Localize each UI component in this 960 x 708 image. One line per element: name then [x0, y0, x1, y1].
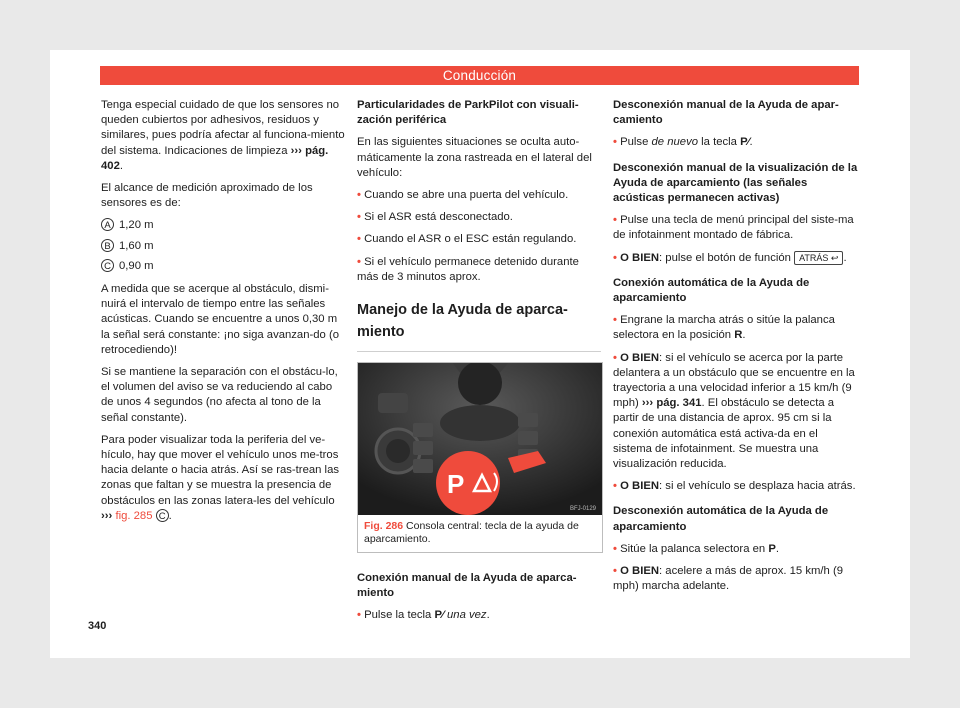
subheading: Conexión automática de la Ayuda de aparcamiento — [613, 276, 810, 305]
subheading: Conexión manual de la Ayuda de aparca-miento — [357, 572, 577, 600]
svg-text:BFJ-0129: BFJ-0129 — [570, 506, 597, 513]
figure-reference-link[interactable]: fig. 285 — [115, 509, 153, 522]
bullet-icon: • — [613, 480, 617, 493]
bullet-item: • O BIEN: si el vehículo se desplaza hacia atrás. — [613, 480, 856, 493]
callout-c-badge: C — [101, 259, 114, 272]
page-reference-link[interactable]: ››› pág. 341 — [641, 397, 702, 410]
page-reference-link[interactable]: ››› pág. 402 — [101, 144, 329, 172]
figure — [357, 362, 603, 553]
paragraph: Tenga especial cuidado de que los sensores no queden cubiertos por adhesivos, residuos y similares, pues podría afectar al funciona-miento del sistema. Indicaciones de limpieza ››› pág. 402. — [101, 99, 345, 172]
bullet-icon: • — [613, 351, 617, 364]
bullet-icon: • — [613, 314, 617, 327]
paragraph: Si se mantiene la separación con el obstácu-lo, el volumen del aviso se va reduciendo al cabo de unos 4 segundos (no afecta al tono de la señal constante). — [101, 366, 338, 424]
bullet-icon: • — [357, 233, 361, 246]
paragraph: En las siguientes situaciones se oculta auto-máticamente la zona rastreada en el lateral del vehículo: — [357, 136, 592, 179]
console-illustration — [358, 363, 602, 515]
callout-b-badge: B — [101, 239, 114, 252]
parking-key-icon — [436, 451, 500, 515]
subheading: Desconexión manual de la Ayuda de apar-camiento — [613, 99, 839, 127]
column-1 — [101, 98, 345, 531]
bullet-icon: • — [357, 609, 361, 622]
bullet-icon: • — [357, 211, 361, 224]
bullet-item: • O BIEN: acelere a más de aprox. 15 km/h (9 mph) marcha adelante. — [613, 565, 844, 593]
bullet-icon: • — [613, 565, 617, 578]
bullet-item: • Sitúe la palanca selectora en P. — [613, 542, 780, 555]
sensor-range-item: C 0,90 m — [101, 259, 345, 274]
bullet-icon: • — [613, 136, 617, 149]
bullet-item: • Pulse de nuevo la tecla P⁄. — [613, 136, 753, 149]
figure-caption: Fig. 286 Consola central: tecla de la ayuda de aparcamiento. — [364, 520, 579, 546]
bullet-icon: • — [357, 255, 361, 268]
bullet-item: • Si el ASR está desconectado. — [357, 211, 513, 224]
bullet-item: • Si el vehículo permanece detenido durante más de 3 minutos aprox. — [357, 255, 579, 283]
chapter-header: Conducción — [100, 66, 859, 85]
paragraph: Para poder visualizar toda la periferia del ve-hículo, hay que mover el vehículo unos me-tros hacia delante o hacia atrás. Así se ras-trean las zonas que faltan y se muestra la presencia de obstáculos en las zonas latera-les del vehículo ››› fig. 285 C . — [101, 433, 339, 522]
back-function-key[interactable]: ATRÁS ↩ — [794, 251, 843, 265]
sensor-range-item: B 1,60 m — [101, 239, 345, 254]
callout-c-badge: C — [156, 509, 169, 522]
parking-key-icon: P⁄ — [434, 609, 444, 622]
bullet-icon: • — [613, 251, 617, 264]
sensor-range-item: A 1,20 m — [101, 218, 345, 233]
bullet-icon: • — [357, 189, 361, 202]
column-3 — [613, 98, 859, 601]
subheading: Desconexión manual de la visualización de la Ayuda de aparcamiento (las señales acústicas permanecen activas) — [613, 161, 858, 205]
subheading: Particularidades de ParkPilot con visuali-zación periférica — [357, 99, 579, 127]
bullet-item: • Cuando se abre una puerta del vehículo. — [357, 189, 569, 202]
subheading: Desconexión automática de la Ayuda de aparcamiento — [613, 505, 829, 533]
center-console-photo — [358, 363, 602, 515]
paragraph: A medida que se acerque al obstáculo, dismi-nuirá el intervalo de tiempo entre las señales acústicas. Cuando se encuentre a unos 0,30 m la señal será constante: ¡no siga avanzan-do (o retrocediendo)! — [101, 283, 340, 356]
bullet-item: • Cuando el ASR o el ESC están regulando. — [357, 233, 577, 246]
svg-text:P: P — [447, 469, 465, 500]
bullet-item: • O BIEN: si el vehículo se acerca por la parte delantera a un obstáculo que se encuentre en la trayectoria a una velocidad inferior a 15 km/h (9 mph) ››› pág. 341. El obstáculo se detecta a partir de una distancia de aprox. 95 cm si la conexión automática está activa-da en el sistema de infotainment. Se muestra una visualización reducida. — [613, 351, 855, 471]
bullet-icon: • — [613, 542, 617, 555]
parking-key-icon: P⁄ — [740, 136, 750, 149]
bullet-item: • Pulse una tecla de menú principal del siste-ma de infotainment montado de fábrica. — [613, 214, 854, 242]
paragraph: El alcance de medición aproximado de los sensores es de: — [101, 182, 313, 210]
page-number: 340 — [88, 620, 107, 632]
gear-knob-icon — [458, 363, 502, 405]
section-title: Manejo de la Ayuda de aparca-miento — [357, 299, 601, 352]
bullet-item: • Engrane la marcha atrás o sitúe la palanca selectora en la posición R. — [613, 314, 835, 342]
bullet-item: • Pulse la tecla P⁄ una vez. — [357, 609, 490, 622]
bullet-item: • O BIEN: pulse el botón de función ATRÁS ↩ . — [613, 251, 847, 264]
bullet-icon: • — [613, 214, 617, 227]
column-2 — [357, 98, 601, 631]
callout-a-badge: A — [101, 218, 114, 231]
